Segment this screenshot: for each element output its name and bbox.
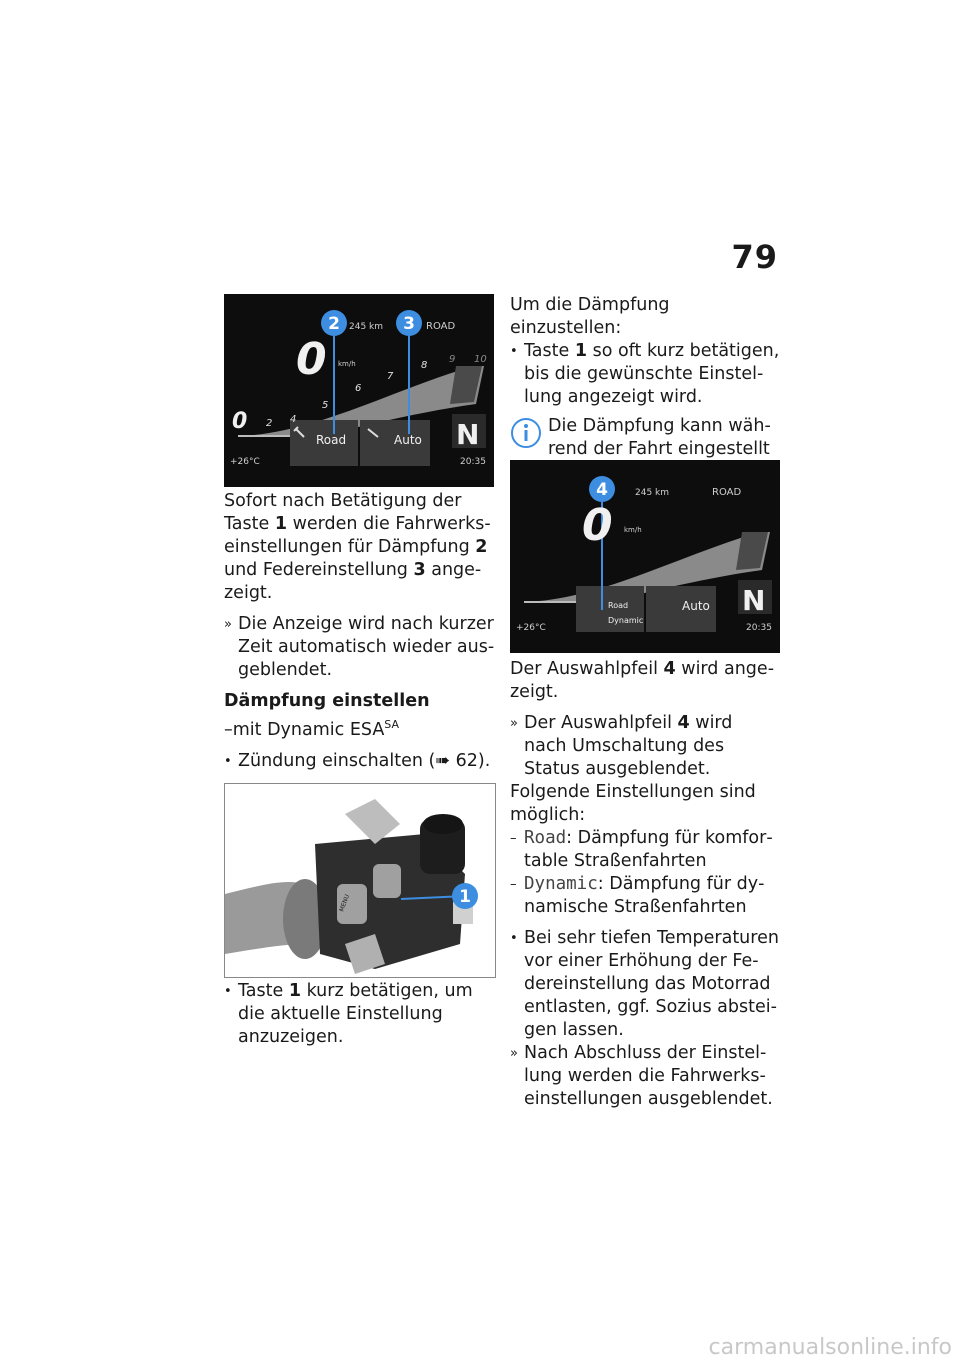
result-arrow-hidden: » Der Auswahlpfeil 4 wird nach Umschaltung des Status ausgeblendet. <box>510 713 733 779</box>
condition-line: –mit Dynamic $ESA^{SA}$ <box>224 718 400 740</box>
options-intro: Folgende Einstellungen sind möglich: <box>510 782 756 825</box>
riding-mode: ROAD <box>712 487 742 498</box>
damping-label: Road <box>316 433 347 447</box>
info-note: Die Dämpfung kann während der Fahrt eingestellt <box>510 415 780 484</box>
info-icon <box>510 417 542 449</box>
callout-3: 3 <box>403 314 415 334</box>
rpm-tick: 4 <box>290 414 297 425</box>
figure-damping-selection <box>510 460 780 653</box>
procedure-intro: Um die Dämpfung einzustellen: <box>510 295 670 338</box>
watermark: carmanualsonline.info <box>708 1335 952 1360</box>
rpm-tick: 7 <box>387 371 394 382</box>
figure-handlebar-switch <box>224 783 496 978</box>
temperature: +26°C <box>516 623 546 633</box>
right-column-lower <box>510 658 780 1111</box>
result-settings-hidden: » Nach Abschluss der Einstellung werden die Fahrwerkseinstellungen ausgeblendet. <box>510 1043 773 1109</box>
right-column-upper <box>510 294 780 484</box>
range-readout: 245 km <box>635 488 670 498</box>
option-road: – Road: Dämpfung für komfortable Straßenfahrten <box>510 828 773 871</box>
gear-indicator: N <box>456 418 480 451</box>
result-item: » Die Anzeige wird nach kurzer Zeit automatisch wieder ausgeblendet. <box>224 614 495 680</box>
speed-readout: 0 <box>582 500 613 551</box>
step-adjust: • Taste 1 so oft kurz betätigen, bis die gewünschte Einstellung angezeigt wird. <box>510 341 780 407</box>
clock: 20:35 <box>746 623 772 633</box>
speed-unit: km/h <box>338 360 356 368</box>
figure-dashboard-display <box>224 294 494 487</box>
rpm-zero: 0 <box>232 409 248 434</box>
rpm-tick: 6 <box>355 383 362 394</box>
rpm-tick: 8 <box>421 360 428 371</box>
step-ignition: • Zündung einschalten (➠ 62). <box>224 750 491 771</box>
riding-mode: ROAD <box>426 321 456 332</box>
preload-label: Auto <box>682 599 710 613</box>
page-number: 79 <box>731 238 778 276</box>
option-dynamic: – Dynamic: Dämpfung für dynamische Straßenfahrten <box>510 874 765 917</box>
damping-option-dynamic: Dynamic <box>608 616 644 625</box>
speed-unit: km/h <box>624 526 642 534</box>
reference-arrow-icon: ➠ <box>435 750 451 771</box>
step-low-temperature: • Bei sehr tiefen Temperaturen vor einer Erhöhung der Federeinstellung das Motorrad entlasten, ggf. Sozius absteigen lassen. <box>510 928 779 1040</box>
clock: 20:35 <box>460 457 486 467</box>
preload-label: Auto <box>394 433 422 447</box>
callout-1: 1 <box>459 887 471 907</box>
gear-indicator: N <box>742 584 766 617</box>
callout-4: 4 <box>596 480 608 500</box>
temperature: +26°C <box>230 457 260 467</box>
menu-button-label: MENU <box>338 893 351 913</box>
rpm-tick: 9 <box>449 354 456 365</box>
left-column <box>224 490 496 773</box>
callout-2: 2 <box>328 314 340 334</box>
section-heading: Dämpfung einstellen <box>224 691 430 711</box>
rpm-tick: 5 <box>322 400 329 411</box>
intro-paragraph: Sofort nach Betätigung der Taste 1 werden die Fahrwerkseinstellungen für Dämpfung 2 und Federeinstellung 3 angezeigt. <box>224 491 491 603</box>
step-press-key: • Taste 1 kurz betätigen, um die aktuelle Einstellung anzuzeigen. <box>224 981 473 1047</box>
rpm-tick: 2 <box>266 418 273 429</box>
damping-option-road: Road <box>608 601 629 610</box>
range-readout: 245 km <box>349 322 384 332</box>
rpm-tick: 10 <box>474 354 487 365</box>
speed-readout: 0 <box>296 334 327 385</box>
left-column-lower <box>224 980 496 1049</box>
arrow-shown-paragraph: Der Auswahlpfeil 4 wird angezeigt. <box>510 659 775 702</box>
